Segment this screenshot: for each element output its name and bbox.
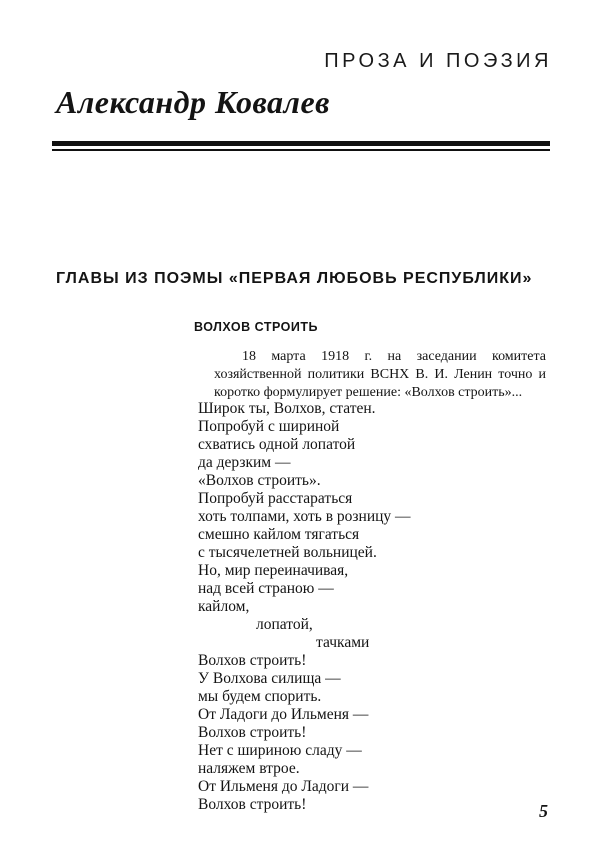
poem-subtitle: ВОЛХОВ СТРОИТЬ [194,320,318,334]
chapter-title: ГЛАВЫ ИЗ ПОЭМЫ «ПЕРВАЯ ЛЮБОВЬ РЕСПУБЛИКИ» [56,270,533,287]
poem-line: да дерзким — [198,454,291,471]
poem-line: «Волхов строить». [198,472,321,489]
epigraph-text: 18 марта 1918 г. на заседании комитета хозяйственной политики ВСНХ В. И. Ленин точно и коротко формулирует решение: «Волхов строить»... [214,349,546,400]
poem-line: Но, мир переиначивая, [198,562,349,579]
poem-line: лопатой, [256,616,313,633]
poem-line: Нет с шириною сладу — [198,742,362,759]
poem-line: От Ильменя до Ладоги — [198,778,369,795]
poem-line: От Ладоги до Ильменя — [198,706,369,723]
poem-line: смешно кайлом тягаться [198,526,360,543]
poem-line: У Волхова силища — [198,670,341,687]
poem-line: с тысячелетней вольницей. [198,544,377,561]
page-number: 5 [539,801,548,821]
poem-line: схватись одной лопатой [198,436,356,453]
poem-line: тачками [316,634,370,651]
poem-line: кайлом, [198,598,250,615]
poem-line: Волхов строить! [198,724,307,741]
poem-line: наляжем втрое. [198,760,300,777]
poem-line: Волхов строить! [198,796,307,813]
poem-line: Попробуй расстараться [198,490,353,507]
poem-line: Попробуй с шириной [198,418,340,435]
poem-line: Широк ты, Волхов, статен. [198,400,376,417]
author-name: Александр Ковалев [56,84,330,120]
poem-line: над всей страною — [198,580,334,597]
poem-line: мы будем спорить. [198,688,322,705]
section-header: ПРОЗА И ПОЭЗИЯ [324,50,552,72]
header-rule-thin [52,149,550,151]
poem-line: хоть толпами, хоть в розницу — [198,508,411,525]
epigraph [214,348,546,402]
poem-line: Волхов строить! [198,652,307,669]
header-rule-thick [52,141,550,146]
poem-body [198,400,411,814]
